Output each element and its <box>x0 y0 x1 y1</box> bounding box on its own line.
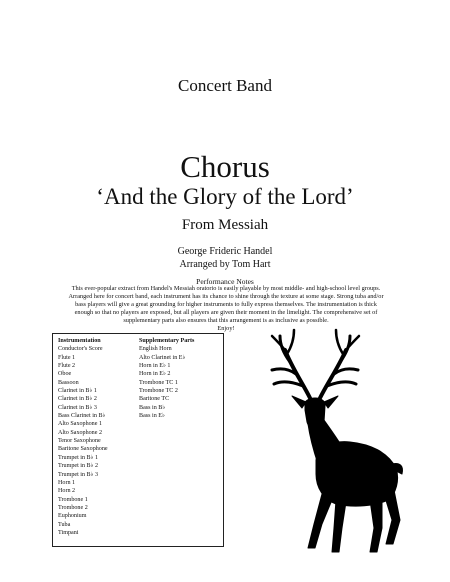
instrument-item: Flute 2 <box>58 363 76 370</box>
instrument-item: Tenor Saxophone <box>58 438 101 445</box>
title-line-1: Chorus <box>180 149 270 184</box>
instrument-item: Bass Clarinet in B♭ <box>58 413 106 420</box>
instrument-item: Tuba <box>58 521 71 528</box>
supplementary-item: Baritone TC <box>139 396 170 403</box>
instrument-item: Alto Saxophone 2 <box>58 429 103 436</box>
instrument-item: Alto Saxophone 1 <box>58 421 103 428</box>
supplementary-item: Bass in B♭ <box>139 404 166 411</box>
instrument-item: Trombone 1 <box>58 496 88 503</box>
instrument-item: Flute 1 <box>58 354 76 361</box>
performance-notes-heading: Performance Notes <box>196 277 254 286</box>
supplementary-item: Bass in E♭ <box>139 413 165 420</box>
supplementary-item: Trombone TC 1 <box>139 379 178 386</box>
subtitle: From Messiah <box>181 217 269 233</box>
instrument-item: Clarinet in B♭ 3 <box>58 404 97 411</box>
instrument-item: Clarinet in B♭ 2 <box>58 396 97 403</box>
instrument-item: Horn 1 <box>58 479 76 486</box>
supplementary-item: English Horn <box>139 346 172 353</box>
instrumentation-heading: Instrumentation <box>58 338 101 344</box>
supplementary-item: Horn in E♭ 2 <box>139 371 171 378</box>
instrument-item: Conductor's Score <box>58 346 103 353</box>
supplementary-heading: Supplementary Parts <box>139 338 195 344</box>
instrumentation-column <box>58 337 108 537</box>
supplementary-item: Horn in E♭ 1 <box>139 363 171 370</box>
arranger: Arranged by Tom Hart <box>179 259 271 270</box>
composer: George Frideric Handel <box>177 246 273 257</box>
stag-silhouette-icon <box>258 324 408 556</box>
title-line-2: ‘And the Glory of the Lord’ <box>96 184 354 209</box>
instrument-item: Euphonium <box>58 513 87 520</box>
supplementary-item: Trombone TC 2 <box>139 388 178 395</box>
instrument-item: Trumpet in B♭ 1 <box>58 454 99 461</box>
supplementary-item: Alto Clarinet in E♭ <box>139 354 186 361</box>
instrument-item: Oboe <box>58 371 72 378</box>
instrument-item: Baritone Saxophone <box>58 446 108 453</box>
performance-notes-closing: Enjoy! <box>217 325 235 333</box>
instrument-item: Trumpet in B♭ 2 <box>58 463 99 470</box>
instrument-item: Trombone 2 <box>58 504 88 511</box>
ensemble-label: Concert Band <box>178 76 272 95</box>
performance-notes-text: This ever-popular extract from Handel's Messiah oratorio is easily playable by most middle- and high-school level groups. Arranged here for concert band, each instrument has its chance to shine through the texture at some stage. Strong tuba and/or bass players will give a great grounding for higher instruments to fully express themselves. The instrumentation is thick enough so that no players are exposed, but all players are given their moment in the limelight. The comprehensive set of supplementary parts also ensures that this arrangement is as inclusive as possible. <box>68 285 384 325</box>
supplementary-column <box>139 337 194 420</box>
instrument-item: Trumpet in B♭ 3 <box>58 471 99 478</box>
instrument-item: Bassoon <box>58 379 79 386</box>
instrumentation-box <box>52 333 224 547</box>
instrument-item: Clarinet in B♭ 1 <box>58 388 97 395</box>
instrument-item: Timpani <box>58 529 79 536</box>
instrument-item: Horn 2 <box>58 488 76 495</box>
